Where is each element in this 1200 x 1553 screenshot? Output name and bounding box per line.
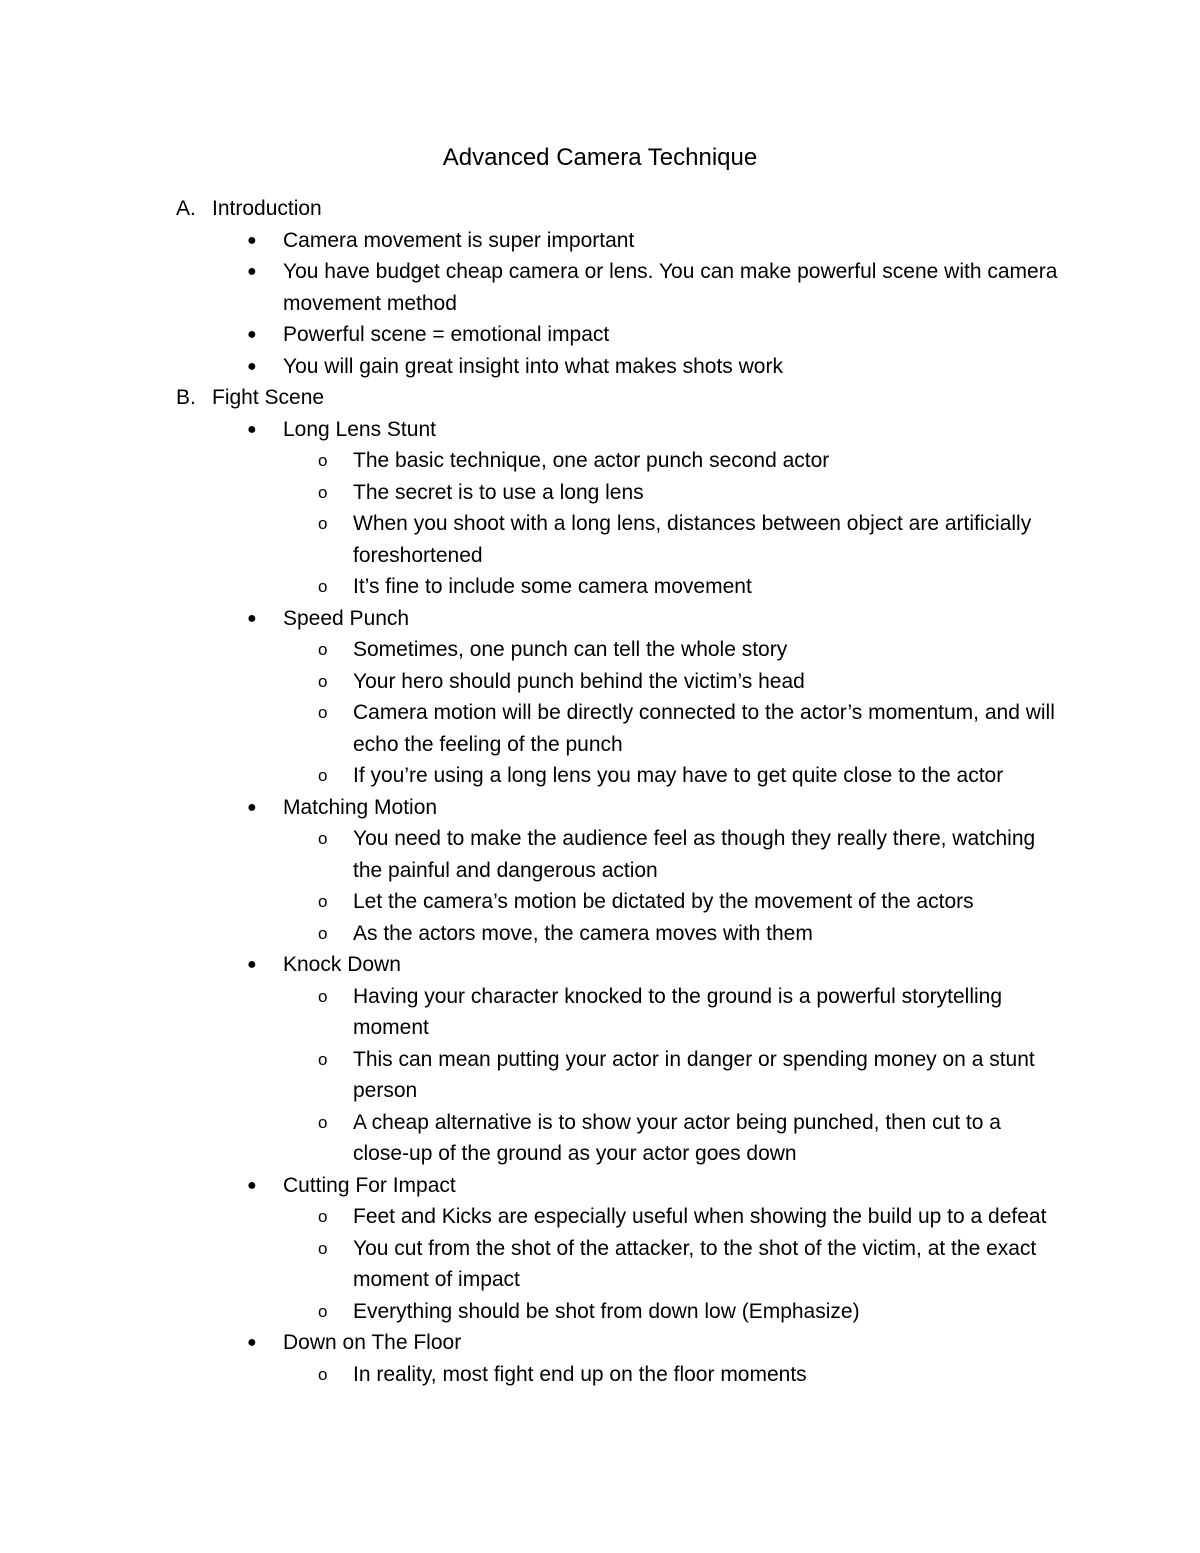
hollow-circle-icon: o (318, 514, 328, 533)
bullet-item (0, 319, 1200, 351)
bullet-text: Long Lens Stunt (283, 417, 436, 441)
hollow-circle-icon: o (318, 1207, 328, 1226)
sub-bullet-text: Having your character knocked to the ground is a powerful storytelling moment (353, 984, 1003, 1039)
bullet-item (0, 949, 1200, 981)
sub-bullet-text: The secret is to use a long lens (353, 480, 644, 504)
bullet-dot-icon: ● (247, 263, 257, 280)
bullet-item (0, 1327, 1200, 1359)
bullet-item (0, 603, 1200, 635)
sub-bullet-text: When you shoot with a long lens, distances between object are artificially foreshortened (353, 512, 1032, 567)
hollow-circle-icon: o (318, 766, 328, 785)
bullet-item (0, 1170, 1200, 1202)
bullet-text: You will gain great insight into what makes shots work (283, 354, 783, 378)
sub-bullet-text: The basic technique, one actor punch second actor (353, 449, 830, 472)
sub-bullet-text: It’s fine to include some camera movement (353, 575, 752, 598)
bullet-text: You have budget cheap camera or lens. You can make powerful scene with camera movement method (283, 260, 1058, 315)
sub-bullet-item (0, 1201, 1200, 1233)
hollow-circle-icon: o (318, 451, 328, 470)
sub-bullet-text: Everything should be shot from down low (Emphasize) (353, 1299, 860, 1323)
section-marker: B. (176, 386, 196, 409)
section-heading (0, 382, 1200, 414)
bullet-text: Matching Motion (283, 795, 438, 819)
hollow-circle-icon: o (318, 482, 328, 502)
sub-bullet-text: This can mean putting your actor in danger or spending money on a stunt person (353, 1047, 1035, 1102)
hollow-circle-icon: o (318, 640, 328, 659)
sub-bullet-text: In reality, most fight end up on the floor moments (353, 1362, 807, 1386)
sub-bullet-item (0, 823, 1200, 886)
bullet-text: Speed Punch (283, 606, 410, 630)
sub-bullet-item (0, 445, 1200, 477)
sub-bullet-text: You cut from the shot of the attacker, to the shot of the victim, at the exact moment of impact (353, 1236, 1037, 1291)
bullet-dot-icon: ● (247, 798, 257, 816)
bullet-dot-icon: ● (247, 1176, 257, 1194)
sub-bullet-item (0, 1233, 1200, 1296)
bullet-text: Powerful scene = emotional impact (283, 323, 610, 346)
hollow-circle-icon: o (318, 1238, 328, 1258)
sub-bullet-item (0, 1044, 1200, 1107)
hollow-circle-icon: o (318, 1364, 328, 1384)
hollow-circle-icon: o (318, 923, 328, 943)
bullet-item (0, 792, 1200, 824)
bullet-text: Knock Down (283, 953, 401, 976)
bullet-dot-icon: ● (247, 1334, 257, 1351)
sub-bullet-text: Feet and Kicks are especially useful when showing the build up to a defeat (353, 1205, 1047, 1228)
bullet-text: Down on The Floor (283, 1331, 462, 1354)
section-heading-text: Introduction (212, 197, 322, 220)
sub-bullet-item (0, 1107, 1200, 1170)
sub-bullet-item (0, 1359, 1200, 1391)
sub-bullet-text: Let the camera’s motion be dictated by the movement of the actors (353, 890, 974, 913)
section-marker: A. (176, 197, 196, 220)
section-heading (0, 193, 1200, 225)
bullet-item (0, 225, 1200, 257)
hollow-circle-icon: o (318, 892, 328, 911)
hollow-circle-icon: o (318, 986, 328, 1006)
bullet-dot-icon: ● (247, 420, 257, 438)
sub-bullet-text: Your hero should punch behind the victim’s head (353, 669, 805, 693)
hollow-circle-icon: o (318, 1112, 328, 1132)
sub-bullet-item (0, 886, 1200, 918)
sub-bullet-text: Camera motion will be directly connected to the actor’s momentum, and will echo the feeling of the punch (353, 701, 1055, 756)
sub-bullet-item (0, 918, 1200, 950)
bullet-dot-icon: ● (247, 357, 257, 375)
sub-bullet-text: Sometimes, one punch can tell the whole story (353, 638, 788, 661)
sub-bullet-text: As the actors move, the camera moves with them (353, 921, 813, 945)
bullet-item (0, 414, 1200, 446)
sub-bullet-text: If you’re using a long lens you may have to get quite close to the actor (353, 764, 1004, 787)
hollow-circle-icon: o (318, 703, 328, 722)
hollow-circle-icon: o (318, 577, 328, 596)
bullet-dot-icon: ● (247, 231, 257, 249)
hollow-circle-icon: o (318, 671, 328, 691)
sub-bullet-text: A cheap alternative is to show your actor being punched, then cut to a close-up of the ground as your actor goes down (353, 1110, 1001, 1165)
hollow-circle-icon: o (318, 829, 328, 848)
document-body (0, 193, 1200, 1390)
sub-bullet-item (0, 697, 1200, 760)
document-title: Advanced Camera Technique (442, 144, 758, 171)
sub-bullet-item (0, 477, 1200, 509)
bullet-dot-icon: ● (247, 609, 257, 627)
sub-bullet-text: You need to make the audience feel as though they really there, watching the painful and dangerous action (353, 827, 1036, 882)
sub-bullet-item (0, 571, 1200, 603)
hollow-circle-icon: o (318, 1049, 328, 1069)
section-heading-text: Fight Scene (212, 386, 325, 409)
bullet-dot-icon: ● (247, 326, 257, 343)
bullet-text: Camera movement is super important (283, 228, 635, 252)
bullet-dot-icon: ● (247, 956, 257, 973)
sub-bullet-item (0, 1296, 1200, 1328)
bullet-item (0, 256, 1200, 319)
hollow-circle-icon: o (318, 1301, 328, 1321)
bullet-text: Cutting For Impact (283, 1173, 456, 1197)
bullet-item (0, 351, 1200, 383)
sub-bullet-item (0, 666, 1200, 698)
sub-bullet-item (0, 508, 1200, 571)
sub-bullet-item (0, 981, 1200, 1044)
sub-bullet-item (0, 760, 1200, 792)
sub-bullet-item (0, 634, 1200, 666)
